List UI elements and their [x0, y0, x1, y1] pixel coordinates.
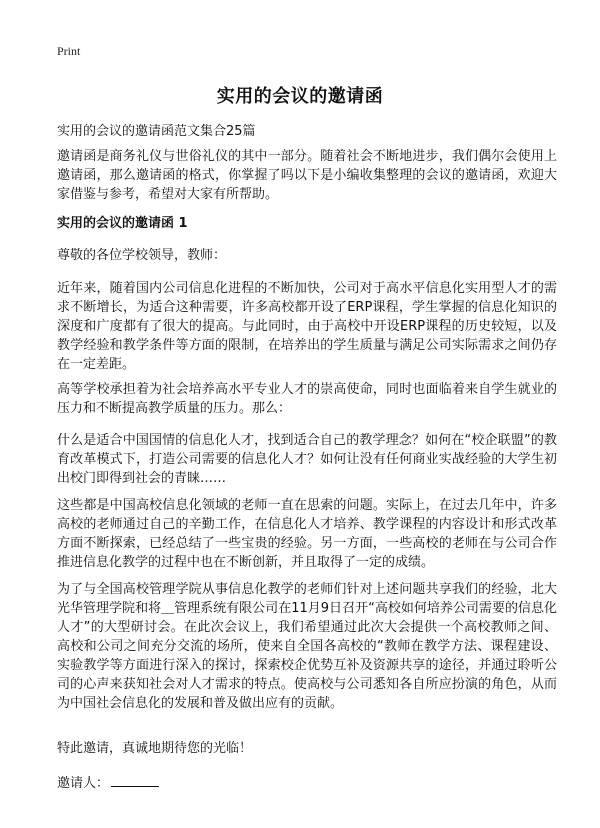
intro-paragraph: 邀请函是商务礼仪与世俗礼仪的其中一部分。随着社会不断地进步，我们偶尔会使用上邀请函，那么邀请函的格式，你掌握了吗以下是小编收集整理的会议的邀请函，欢迎大家借鉴与参考，希望对大家有所帮助。	[57, 149, 557, 202]
print-link[interactable]: Print	[57, 44, 81, 58]
paragraph: 高等学校承担着为社会培养高水平专业人才的崇高使命，同时也面临着来自学生就业的压力和不断提高教学质量的压力。那么：	[57, 382, 557, 416]
inviter-line	[57, 774, 557, 793]
paragraph: 为了与全国高校管理学院从事信息化教学的老师们针对上述问题共享我们的经验，北大光华管理学院和将＿管理系统有限公司在11月9日召开“高校如何培养公司需要的信息化人才”的大型研讨会。在此次会议上，我们希望通过此次大会提供一个高校教师之间、高校和公司之间充分交流的场所，使来自全国各高校的“教师在教学方法、课程建设、实验教学等方面进行深入的探讨，探索校企优势互补及资源共享的途径，并通过聆听公司的心声来获知社会对人才需求的特点。使高校与公司悉知各自所应扮演的角色，从而为中国社会信息化的发展和普及做出应有的贡献。	[57, 582, 557, 711]
document-subtitle: 实用的会议的邀请函范文集合25篇	[57, 124, 256, 139]
page-title: 实用的会议的邀请函	[216, 86, 384, 107]
paragraph: 近年来，随着国内公司信息化进程的不断加快，公司对于高水平信息化实用型人才的需求不断增长，为适合这种需要，许多高校都开设了ERP课程，学生掌握的信息化知识的深度和广度都有了很大的提高。与此同时，由于高校中开设ERP课程的历史较短，以及教学经验和教学条件等方面的限制，在培养出的学生质量与满足公司实际需求之间仍存在一定差距。	[57, 281, 557, 372]
paragraph: 这些都是中国高校信息化领域的老师一直在思索的问题。实际上，在过去几年中，许多高校的老师通过自己的辛勤工作，在信息化人才培养、教学课程的内容设计和形式改革方面不断探索，已经总结了一些宝贵的经验。另一方面，一些高校的老师在与公司合作推进信息化教学的过程中也在不断创新，并且取得了一定的成绩。	[57, 498, 557, 570]
greeting: 尊敬的各位学校领导，教师：	[57, 248, 227, 263]
closing-line: 特此邀请，真诚地期待您的光临！	[57, 741, 253, 756]
inviter-blank	[111, 774, 159, 787]
paragraph: 什么是适合中国国情的信息化人才，找到适合自己的教学理念？如何在“校企联盟”的教育改革模式下，打造公司需要的信息化人才？如何让没有任何商业实战经验的大学生初出校门即得到社会的青睐……	[57, 433, 557, 486]
inviter-label: 邀请人：	[57, 776, 110, 791]
section-heading: 实用的会议的邀请函 1	[57, 216, 188, 231]
